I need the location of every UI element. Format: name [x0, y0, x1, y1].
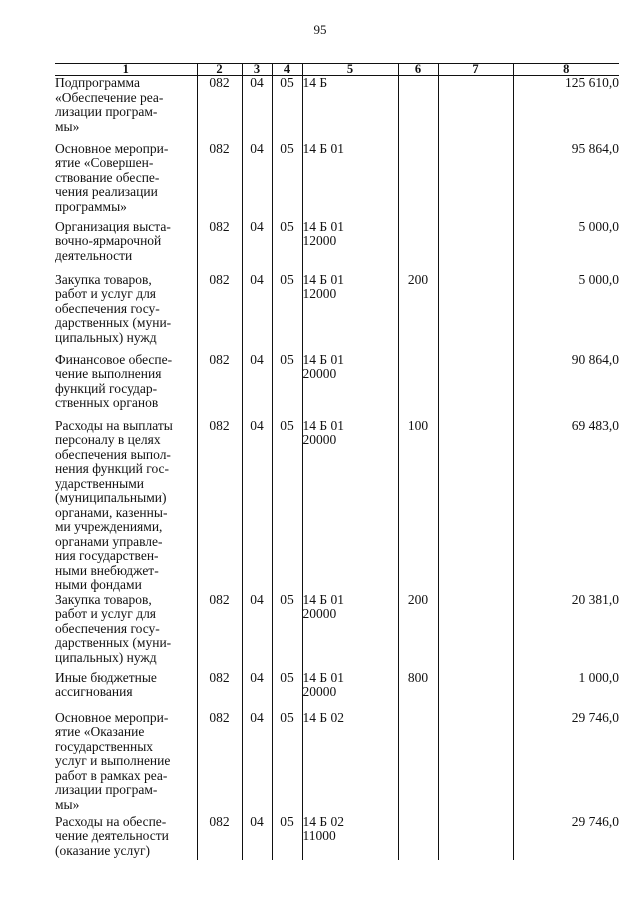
- subsection-code: 05: [272, 711, 302, 815]
- section-code: 04: [242, 76, 272, 142]
- table-header-row: [55, 64, 619, 76]
- section-code: 04: [242, 353, 272, 419]
- table-row: [55, 419, 619, 593]
- column-7-value: [438, 419, 513, 593]
- item-name: Организация выста- вочно-ярмарочной деятельности: [55, 218, 171, 263]
- table-row: [55, 815, 619, 860]
- column-7-value: [438, 353, 513, 419]
- item-name: Основное меропри- ятие «Оказание государственных услуг и выполнение работ в рамках реа- лизации програм- мы»: [55, 709, 171, 812]
- expense-type-code: [398, 711, 438, 815]
- expense-type-code: 800: [398, 671, 438, 711]
- amount: 29 746,0: [513, 815, 619, 860]
- subsection-code: 05: [272, 220, 302, 273]
- section-code: 04: [242, 273, 272, 353]
- column-header: 1: [55, 64, 197, 76]
- ministry-code: 082: [197, 353, 242, 419]
- column-header: 2: [197, 64, 242, 76]
- expense-type-code: 100: [398, 419, 438, 593]
- target-article-code: 14 Б 01: [302, 142, 398, 220]
- ministry-code: 082: [197, 419, 242, 593]
- amount: 1 000,0: [513, 671, 619, 711]
- column-7-value: [438, 815, 513, 860]
- amount: 20 381,0: [513, 593, 619, 671]
- target-article-code: 14 Б 01 20000: [302, 671, 398, 711]
- amount: 69 483,0: [513, 419, 619, 593]
- subsection-code: 05: [272, 419, 302, 593]
- column-7-value: [438, 76, 513, 142]
- subsection-code: 05: [272, 273, 302, 353]
- section-code: 04: [242, 142, 272, 220]
- item-name: Иные бюджетные ассигнования: [55, 669, 157, 699]
- table-row: [55, 353, 619, 419]
- subsection-code: 05: [272, 671, 302, 711]
- column-header: 8: [513, 64, 619, 76]
- ministry-code: 082: [197, 671, 242, 711]
- target-article-code: 14 Б 01 12000: [302, 273, 398, 353]
- item-name: Расходы на выплаты персоналу в целях обеспечения выпол- нения функций гос- ударственными (муниципальными) органами, казенны- ми учреждениями, органами управле- ния государствен- ными внебюджет- ными фондами: [55, 417, 173, 592]
- column-header: 3: [242, 64, 272, 76]
- ministry-code: 082: [197, 593, 242, 671]
- subsection-code: 05: [272, 76, 302, 142]
- ministry-code: 082: [197, 76, 242, 142]
- table-row: [55, 76, 619, 142]
- ministry-code: 082: [197, 142, 242, 220]
- section-code: 04: [242, 593, 272, 671]
- table-row: [55, 671, 619, 711]
- target-article-code: 14 Б: [302, 76, 398, 142]
- section-code: 04: [242, 671, 272, 711]
- ministry-code: 082: [197, 711, 242, 815]
- target-article-code: 14 Б 01 20000: [302, 593, 398, 671]
- page-number: 95: [313, 22, 327, 37]
- column-7-value: [438, 593, 513, 671]
- target-article-code: 14 Б 01 20000: [302, 353, 398, 419]
- target-article-code: 14 Б 02: [302, 711, 398, 815]
- item-name: Подпрограмма «Обеспечение реа- лизации програм- мы»: [55, 75, 164, 134]
- column-7-value: [438, 711, 513, 815]
- section-code: 04: [242, 711, 272, 815]
- item-name: Закупка товаров, работ и услуг для обеспечения госу- дарственных (муни- ципальных) нужд: [55, 271, 172, 345]
- section-code: 04: [242, 815, 272, 860]
- expense-type-code: [398, 142, 438, 220]
- column-7-value: [438, 220, 513, 273]
- column-7-value: [438, 142, 513, 220]
- ministry-code: 082: [197, 220, 242, 273]
- table-row: [55, 273, 619, 353]
- column-header: 6: [398, 64, 438, 76]
- subsection-code: 05: [272, 142, 302, 220]
- subsection-code: 05: [272, 815, 302, 860]
- expense-type-code: [398, 220, 438, 273]
- target-article-code: 14 Б 02 11000: [302, 815, 398, 860]
- ministry-code: 082: [197, 273, 242, 353]
- budget-table: [55, 63, 619, 860]
- item-name: Закупка товаров, работ и услуг для обеспечения госу- дарственных (муни- ципальных) нужд: [55, 591, 172, 665]
- column-header: 4: [272, 64, 302, 76]
- expense-type-code: [398, 76, 438, 142]
- item-name: Расходы на обеспе- чение деятельности (оказание услуг): [55, 813, 169, 858]
- table-row: [55, 220, 619, 273]
- table-row: [55, 711, 619, 815]
- expense-type-code: 200: [398, 273, 438, 353]
- column-header: 5: [302, 64, 398, 76]
- subsection-code: 05: [272, 593, 302, 671]
- subsection-code: 05: [272, 353, 302, 419]
- section-code: 04: [242, 220, 272, 273]
- section-code: 04: [242, 419, 272, 593]
- ministry-code: 082: [197, 815, 242, 860]
- column-7-value: [438, 273, 513, 353]
- column-header: 7: [438, 64, 513, 76]
- expense-type-code: 200: [398, 593, 438, 671]
- column-7-value: [438, 671, 513, 711]
- amount: 95 864,0: [513, 142, 619, 220]
- amount: 29 746,0: [513, 711, 619, 815]
- target-article-code: 14 Б 01 12000: [302, 220, 398, 273]
- expense-type-code: [398, 815, 438, 860]
- amount: 5 000,0: [513, 220, 619, 273]
- item-name: Основное меропри- ятие «Совершен- ствование обеспе- чения реализации программы»: [55, 140, 169, 214]
- table-row: [55, 142, 619, 220]
- amount: 125 610,0: [513, 76, 619, 142]
- table-row: [55, 593, 619, 671]
- item-name: Финансовое обеспе- чение выполнения функций государ- ственных органов: [55, 351, 173, 410]
- target-article-code: 14 Б 01 20000: [302, 419, 398, 593]
- amount: 90 864,0: [513, 353, 619, 419]
- amount: 5 000,0: [513, 273, 619, 353]
- expense-type-code: [398, 353, 438, 419]
